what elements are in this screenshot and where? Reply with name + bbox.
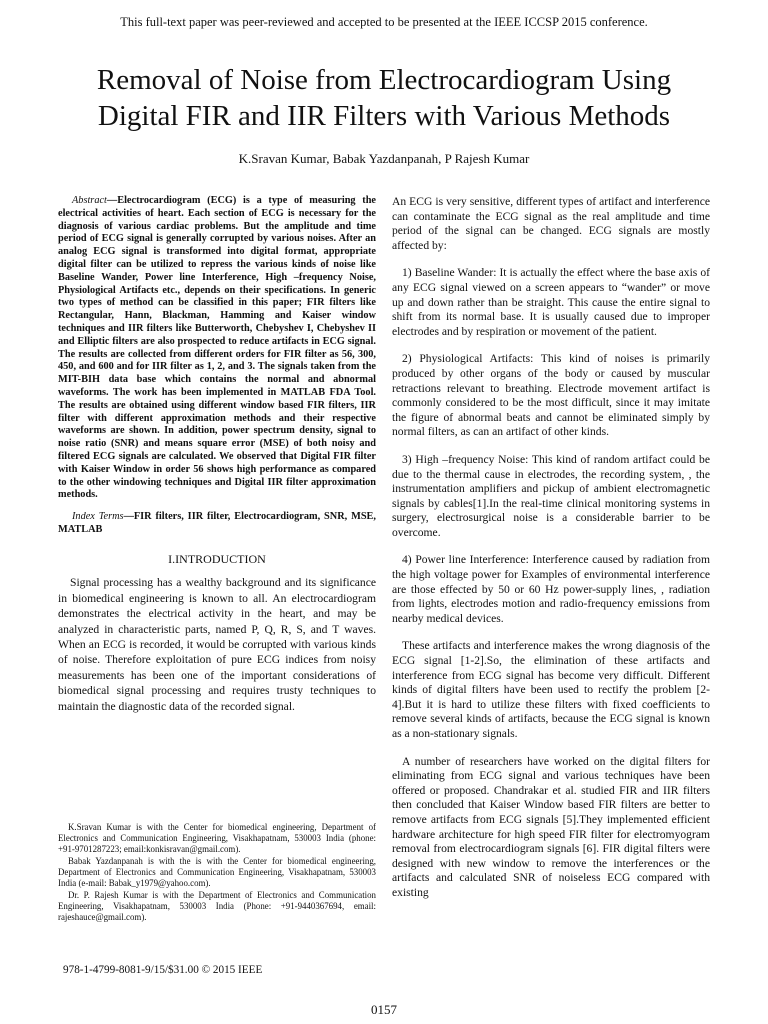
author-list: K.Sravan Kumar, Babak Yazdanpanah, P Rajesh Kumar: [238, 151, 530, 166]
abstract: [58, 195, 376, 502]
footnote-author-3: Dr. P. Rajesh Kumar is with the Department of Electronics and Communication Engineering, Visakhapatnam, 530003 India (Phone: +91-9440367694, email: rajeshauce@gmail.com).: [58, 890, 376, 922]
left-column: [58, 195, 376, 714]
paragraph-high-frequency-noise: 3) High –frequency Noise: This kind of random artifact could be due to the thermal cause in electrodes, the recording system, , the instrumentation amplifiers and pickup of ambient electromagnetic signals by cables[1].In the real-time clinical monitoring systems in surgery, electrosurgical noise is a considerable barrier to be overcome.: [392, 452, 710, 539]
abstract-text: —Electrocardiogram (ECG) is a type of measuring the electrical activities of heart. Each section of ECG is necessary for the diagnosis of various cardiac problems. But the amplitude and time period of ECG signal is generally corrupted by various noises. After an analog ECG signal is transformed into digital format, appropriate digital filter can be utilized to repress the various kinds of noise like Baseline Wander, Power line Interference, High –frequency Noise, Physiological Artifacts etc., depends on their specifications. In generic two types of method can be classified in this paper; FIR filters like Rectangular, Hann, Blackman, Hamming and Kaiser window techniques and IIR filters like Butterworth, Chebyshev I, Chebyshev II and Elliptic filters are also prospected to reduce artifacts in ECG signal. The results are collected from different orders for FIR filter as 56, 300, 450, and 600 and for IIR filter as 1, 2, and 3. The signals taken from the MIT-BIH data base which contains the normal and abnormal waveforms. The work has been implemented in MATLAB FDA Tool. The results are obtained using different window based FIR filters, IIR filter with different approximation methods and their respective waveforms are shown. In addition, power spectrum density, signal to noise ratio (SNR) and means square error (MSE) of both noisy and filtered ECG signals are calculated. We observed that Digital FIR filter with Kaiser Window in order 56 shows high performance as compared to the other windowing techniques and Digital IIR filter approximation methods.: [58, 195, 376, 501]
paragraph-ecg-sensitivity: An ECG is very sensitive, different types of artifact and interference can contaminate the ECG signal as the real amplitude and time period of the signal can be changed. ECG signals are mostly affected by:: [392, 195, 710, 252]
index-terms-lead: Index Terms: [72, 511, 124, 523]
copyright-line: 978-1-4799-8081-9/15/$31.00 © 2015 IEEE: [63, 964, 263, 976]
conference-note: This full-text paper was peer-reviewed and accepted to be presented at the IEEE ICCSP 2015 conference.: [120, 15, 648, 29]
abstract-lead: Abstract: [72, 195, 107, 206]
author-footnotes: [58, 822, 376, 924]
paragraph-related-work: A number of researchers have worked on the digital filters for eliminating from ECG signal and various techniques have been offered or proposed. Chandrakar et al. studied FIR and IIR filters then concluded that Kaiser Window based FIR filters are better to remove artifacts from ECG signals [5].They implemented efficient hardware architecture for high speed FIR filter for electromyogram removal from electrocardiogram signals [6]. FIR digital filters were designed with new window to remove the interferences or the artifacts and calculated SNR of noiseless ECG compared with existing: [392, 754, 710, 899]
index-terms: [58, 511, 376, 537]
right-column: [392, 195, 710, 914]
paragraph-power-line-interference: 4) Power line Interference: Interference caused by radiation from the high voltage power for Examples of environmental interference are those effected by 50 or 60 Hz power-supply lines, , radiation from lights, electrodes motion and radio-frequency emissions from nearby medical devices.: [392, 553, 710, 625]
index-terms-text: —FIR filters, IIR filter, Electrocardiogram, SNR, MSE, MATLAB: [58, 511, 376, 535]
paper-title-line-2: Digital FIR and IIR Filters with Various Methods: [97, 100, 671, 132]
footnote-author-2: Babak Yazdanpanah is with the is with the Center for biomedical engineering, Department of Electronics and Communication Engineering, Visakhapatnam, 530003 India (e-mail: Babak_y1979@yahoo.com).: [58, 856, 376, 888]
paper-title-line-1: Removal of Noise from Electrocardiogram Using: [96, 64, 672, 96]
paper-title: [40, 62, 728, 134]
paragraph-artifact-elimination: These artifacts and interference makes the wrong diagnosis of the ECG signal [1-2].So, the elimination of these artifacts and interference from ECG signal has become very difficult. Different kinds of digital filters have been used to rectify the problem [2-4].But it is hard to utilize these filters with fixed coefficients to remove several kinds of artifacts, because the ECG signal is known as a non-stationary signals.: [392, 639, 710, 740]
introduction-paragraph: Signal processing has a wealthy background and its significance in biomedical engineering is known to all. An electrocardiogram demonstrates the electrical activity in the heart, and may be analyzed in characteristic parts, named P, Q, R, S, and T waves. When an ECG is recorded, it would be corrupted with various kinds of noise. Therefore exploitation of pure ECG indices from noisy measurements has been one of the important considerations of biomedical signal processing and requires trusty techniques to maintain the diagnostic data of the recorded signal.: [58, 576, 376, 713]
paragraph-physiological-artifacts: 2) Physiological Artifacts: This kind of noises is primarily produced by other organs of the body or caused by muscular retractions relevant to breathing. Electrode movement artifact is commonly considered to be the most difficult, since it may imitate the figure of abnormal beats and cannot be eliminated simply by normal filters, as can an artifact of other kinds.: [392, 352, 710, 439]
footnote-author-1: K.Sravan Kumar is with the Center for biomedical engineering, Department of Electronics and Communication Engineering, Visakhapatnam, 530003 India (phone: +91-9701287223; email:konkisravan@gmail.com).: [58, 822, 376, 854]
introduction-heading: I.INTRODUCTION: [168, 551, 266, 566]
page-number: 0157: [371, 1002, 397, 1017]
paragraph-baseline-wander: 1) Baseline Wander: It is actually the effect where the base axis of any ECG signal viewed on a screen appears to “wander” or move up and down rather than be straight. This cause the entire signal to shift from its normal base. It is usually caused due to improper electrodes and by respiration or movement of the patient.: [392, 266, 710, 338]
